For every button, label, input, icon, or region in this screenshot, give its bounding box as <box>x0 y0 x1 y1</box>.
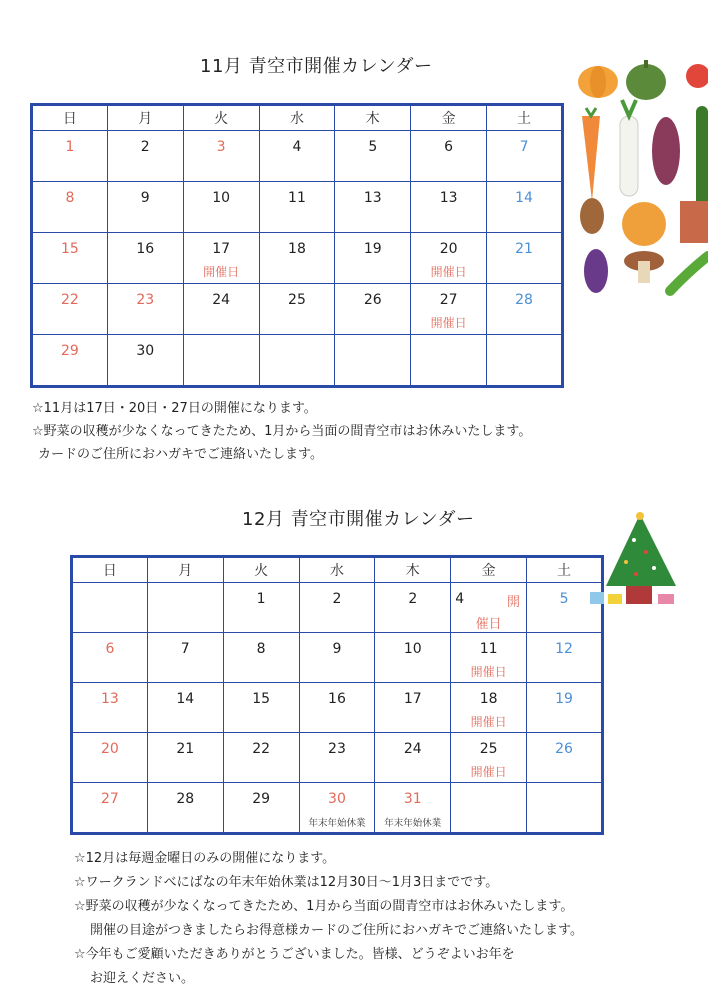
day-cell <box>223 733 299 783</box>
day-number: 14 <box>515 190 533 206</box>
day-cell <box>411 131 487 182</box>
day-cell <box>183 131 259 182</box>
week-row <box>32 335 563 387</box>
day-cell <box>527 683 603 733</box>
day-cell <box>487 233 563 284</box>
week-row <box>72 583 603 633</box>
day-number: 24 <box>403 741 422 757</box>
day-cell <box>375 733 451 783</box>
day-cell <box>299 783 375 834</box>
day-number: 13 <box>363 190 382 206</box>
day-number: 1 <box>65 139 75 155</box>
day-cell <box>223 783 299 834</box>
day-cell <box>259 284 335 335</box>
day-number: 29 <box>252 791 271 807</box>
weekday-tue: 火 <box>183 105 259 131</box>
day-cell <box>259 233 335 284</box>
day-number: 21 <box>176 741 195 757</box>
day-cell <box>527 633 603 683</box>
day-cell <box>223 583 299 633</box>
day-number: 2 <box>332 591 342 607</box>
day-cell <box>72 733 148 783</box>
day-cell <box>375 583 451 633</box>
day-number: 5 <box>559 591 569 607</box>
day-cell <box>72 783 148 834</box>
day-number: 9 <box>140 190 150 206</box>
weekday-sun: 日 <box>32 105 108 131</box>
day-cell <box>72 583 148 633</box>
day-number: 3 <box>216 139 226 155</box>
day-cell <box>527 783 603 834</box>
day-number: 24 <box>212 292 231 308</box>
day-number: 12 <box>555 641 573 657</box>
day-number: 14 <box>176 691 195 707</box>
week-row <box>72 733 603 783</box>
event-label: 開催日 <box>470 765 507 779</box>
day-number: 28 <box>176 791 195 807</box>
day-number: 9 <box>332 641 342 657</box>
day-number: 6 <box>105 641 115 657</box>
day-cell <box>107 284 183 335</box>
day-number: 15 <box>61 241 79 257</box>
day-cell <box>183 233 259 284</box>
day-cell <box>32 131 108 182</box>
day-number: 7 <box>519 139 529 155</box>
day-cell <box>299 733 375 783</box>
day-number: 4 <box>292 139 302 155</box>
day-cell <box>107 335 183 387</box>
day-number: 17 <box>403 691 422 707</box>
week-row <box>32 182 563 233</box>
november-title: 11月 青空市開催カレンダー <box>200 56 433 77</box>
day-cell <box>299 683 375 733</box>
day-number: 19 <box>555 691 573 707</box>
day-number: 11 <box>288 190 306 206</box>
day-number: 30 <box>328 791 346 807</box>
day-cell <box>107 182 183 233</box>
day-number: 28 <box>515 292 533 308</box>
day-cell <box>259 182 335 233</box>
event-label: 開催日 <box>203 265 240 279</box>
day-cell <box>451 733 527 783</box>
week-row <box>72 683 603 733</box>
day-number: 27 <box>439 292 458 308</box>
day-number: 4 <box>455 591 465 607</box>
december-title: 12月 青空市開催カレンダー <box>242 509 475 530</box>
day-cell <box>335 284 411 335</box>
day-cell <box>107 131 183 182</box>
event-label: 開催日 <box>470 665 507 679</box>
november-calendar <box>30 103 564 388</box>
day-number: 29 <box>61 343 79 359</box>
weekday-sat: 土 <box>527 557 603 583</box>
weekday-fri: 金 <box>411 105 487 131</box>
day-cell <box>259 131 335 182</box>
week-row <box>72 633 603 683</box>
day-cell <box>335 182 411 233</box>
weekday-thu: 木 <box>375 557 451 583</box>
day-cell <box>411 182 487 233</box>
day-number: 23 <box>328 741 346 757</box>
day-cell <box>375 633 451 683</box>
week-row <box>32 131 563 182</box>
note-line: ☆11月は17日・20日・27日の開催になります。 <box>32 401 317 416</box>
week-row <box>72 783 603 834</box>
day-number: 22 <box>252 741 271 757</box>
note-line: ☆野菜の収穫が少なくなってきたため、1月から当面の間青空市はお休みいたします。 <box>74 899 574 914</box>
note-line: ☆12月は毎週金曜日のみの開催になります。 <box>74 851 336 866</box>
day-number: 16 <box>328 691 346 707</box>
day-number: 6 <box>444 139 454 155</box>
weekday-header-row <box>32 105 563 131</box>
day-number: 7 <box>180 641 190 657</box>
note-line: ☆野菜の収穫が少なくなってきたため、1月から当面の間青空市はお休みいたします。 <box>32 424 532 439</box>
week-row <box>32 284 563 335</box>
day-number: 20 <box>439 241 458 257</box>
day-number: 16 <box>136 241 155 257</box>
day-cell <box>487 182 563 233</box>
weekday-thu: 木 <box>335 105 411 131</box>
day-cell <box>147 683 223 733</box>
day-cell <box>451 783 527 834</box>
day-number: 13 <box>439 190 458 206</box>
day-cell <box>411 335 487 387</box>
day-cell <box>335 335 411 387</box>
day-cell <box>299 583 375 633</box>
day-cell <box>147 633 223 683</box>
day-cell <box>32 182 108 233</box>
day-cell <box>183 182 259 233</box>
day-number: 30 <box>136 343 155 359</box>
day-number: 18 <box>288 241 306 257</box>
day-number: 26 <box>363 292 382 308</box>
weekday-sun: 日 <box>72 557 148 583</box>
day-cell <box>451 633 527 683</box>
day-cell <box>375 683 451 733</box>
day-number: 11 <box>479 641 498 657</box>
day-number: 27 <box>101 791 119 807</box>
week-row <box>32 233 563 284</box>
holiday-label: 年末年始休業 <box>308 818 366 829</box>
note-line: ☆ワークランドべにばなの年末年始休業は12月30日～1月3日までです。 <box>74 875 499 890</box>
day-number: 1 <box>256 591 266 607</box>
weekday-mon: 月 <box>147 557 223 583</box>
day-cell <box>147 783 223 834</box>
holiday-label: 年末年始休業 <box>384 818 442 829</box>
day-number: 26 <box>555 741 573 757</box>
day-cell <box>32 335 108 387</box>
day-number: 2 <box>408 591 418 607</box>
day-number: 25 <box>479 741 498 757</box>
event-label: 開催日 <box>430 265 467 279</box>
note-line: お迎えください。 <box>90 971 195 986</box>
day-cell <box>487 335 563 387</box>
event-label-part: 催日 <box>475 617 502 632</box>
day-cell <box>487 284 563 335</box>
day-number: 18 <box>479 691 498 707</box>
december-calendar <box>70 555 604 835</box>
day-cell <box>183 284 259 335</box>
day-number: 23 <box>136 292 155 308</box>
day-number: 8 <box>65 190 75 206</box>
note-line: カードのご住所におハガキでご連絡いたします。 <box>38 447 323 462</box>
day-number: 21 <box>515 241 533 257</box>
day-cell <box>32 233 108 284</box>
november-notes <box>32 397 531 466</box>
note-line: ☆今年もご愛顧いただきありがとうございました。皆様、どうぞよいお年を <box>74 947 515 962</box>
weekday-header-row <box>72 557 603 583</box>
weekday-wed: 水 <box>299 557 375 583</box>
day-cell <box>147 733 223 783</box>
christmas-tree-icon <box>588 510 684 608</box>
day-number: 15 <box>252 691 271 707</box>
day-number: 5 <box>368 139 378 155</box>
day-number: 10 <box>212 190 231 206</box>
day-number: 25 <box>288 292 306 308</box>
day-cell <box>259 335 335 387</box>
day-number: 2 <box>140 139 150 155</box>
note-line: 開催の目途がつきましたらお得意様カードのご住所におハガキでご連絡いたします。 <box>90 923 583 938</box>
weekday-mon: 月 <box>107 105 183 131</box>
vegetable-illustrations-icon <box>574 56 708 296</box>
day-number: 8 <box>256 641 266 657</box>
day-cell <box>32 284 108 335</box>
weekday-sat: 土 <box>487 105 563 131</box>
day-cell <box>107 233 183 284</box>
day-cell <box>451 583 527 633</box>
day-cell <box>299 633 375 683</box>
day-number: 10 <box>403 641 422 657</box>
day-cell <box>72 633 148 683</box>
event-label: 開催日 <box>430 316 467 330</box>
day-number: 17 <box>212 241 231 257</box>
day-cell <box>72 683 148 733</box>
day-cell <box>147 583 223 633</box>
day-number: 22 <box>61 292 79 308</box>
event-label: 開催日 <box>470 715 507 729</box>
day-cell <box>527 733 603 783</box>
weekday-tue: 火 <box>223 557 299 583</box>
day-number: 19 <box>363 241 382 257</box>
day-cell <box>375 783 451 834</box>
weekday-wed: 水 <box>259 105 335 131</box>
day-number: 31 <box>403 791 422 807</box>
day-number: 20 <box>101 741 119 757</box>
day-number: 13 <box>101 691 119 707</box>
day-cell <box>183 335 259 387</box>
day-cell <box>223 683 299 733</box>
day-cell <box>451 683 527 733</box>
event-label-part: 開 <box>507 595 521 610</box>
weekday-fri: 金 <box>451 557 527 583</box>
day-cell <box>411 284 487 335</box>
december-notes <box>74 847 583 991</box>
day-cell <box>335 131 411 182</box>
day-cell <box>411 233 487 284</box>
day-cell <box>335 233 411 284</box>
day-cell <box>487 131 563 182</box>
day-cell <box>223 633 299 683</box>
